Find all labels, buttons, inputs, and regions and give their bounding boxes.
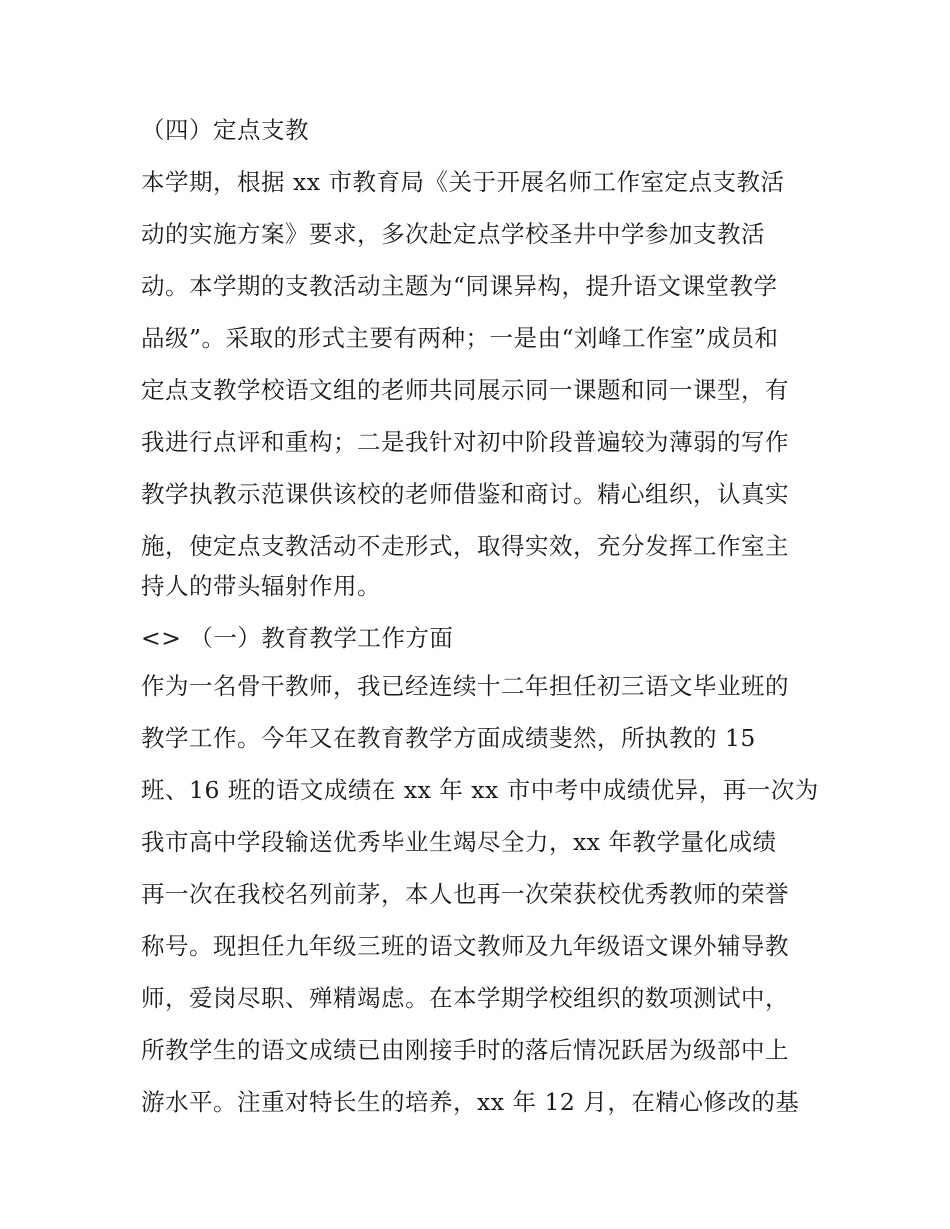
text-line: 再一次在我校名列前茅，本人也再一次荣获校优秀教师的荣誉 xyxy=(141,880,789,908)
text-line: 本学期，根据 xx 市教育局《关于开展名师工作室定点支教活 xyxy=(141,168,785,196)
section-heading: （四）定点支教 xyxy=(141,116,309,144)
text-line: 施，使定点支教活动不走形式，取得实效，充分发挥工作室主 xyxy=(141,532,789,560)
text-line: 教学执教示范课供该校的老师借鉴和商讨。精心组织，认真实 xyxy=(141,480,789,508)
text-line: 师，爱岗尽职、殚精竭虑。在本学期学校组织的数项测试中， xyxy=(141,984,789,1012)
text-line: 动的实施方案》要求，多次赴定点学校圣井中学参加支教活 xyxy=(141,220,765,248)
section-heading: <> （一）教育教学工作方面 xyxy=(141,624,454,652)
text-line: 班、16 班的语文成绩在 xx 年 xx 市中考中成绩优异，再一次为 xyxy=(141,776,819,804)
text-line: 动。本学期的支教活动主题为“同课异构，提升语文课堂教学 xyxy=(141,272,778,300)
text-line: 定点支教学校语文组的老师共同展示同一课题和同一课型，有 xyxy=(141,376,789,404)
text-line: 我进行点评和重构；二是我针对初中阶段普遍较为薄弱的写作 xyxy=(141,428,789,456)
text-line: 称号。现担任九年级三班的语文教师及九年级语文课外辅导教 xyxy=(141,932,789,960)
text-line: 我市高中学段输送优秀毕业生竭尽全力，xx 年教学量化成绩 xyxy=(141,828,777,856)
text-line: 教学工作。今年又在教育教学方面成绩斐然，所执教的 15 xyxy=(141,724,756,752)
text-line: 游水平。注重对特长生的培养，xx 年 12 月，在精心修改的基 xyxy=(141,1088,800,1116)
text-line: 持人的带头辐射作用。 xyxy=(141,572,381,600)
text-line: 所教学生的语文成绩已由刚接手时的落后情况跃居为级部中上 xyxy=(141,1036,789,1064)
text-line: 作为一名骨干教师，我已经连续十二年担任初三语文毕业班的 xyxy=(141,672,789,700)
text-line: 品级”。采取的形式主要有两种；一是由“刘峰工作室”成员和 xyxy=(141,324,779,352)
